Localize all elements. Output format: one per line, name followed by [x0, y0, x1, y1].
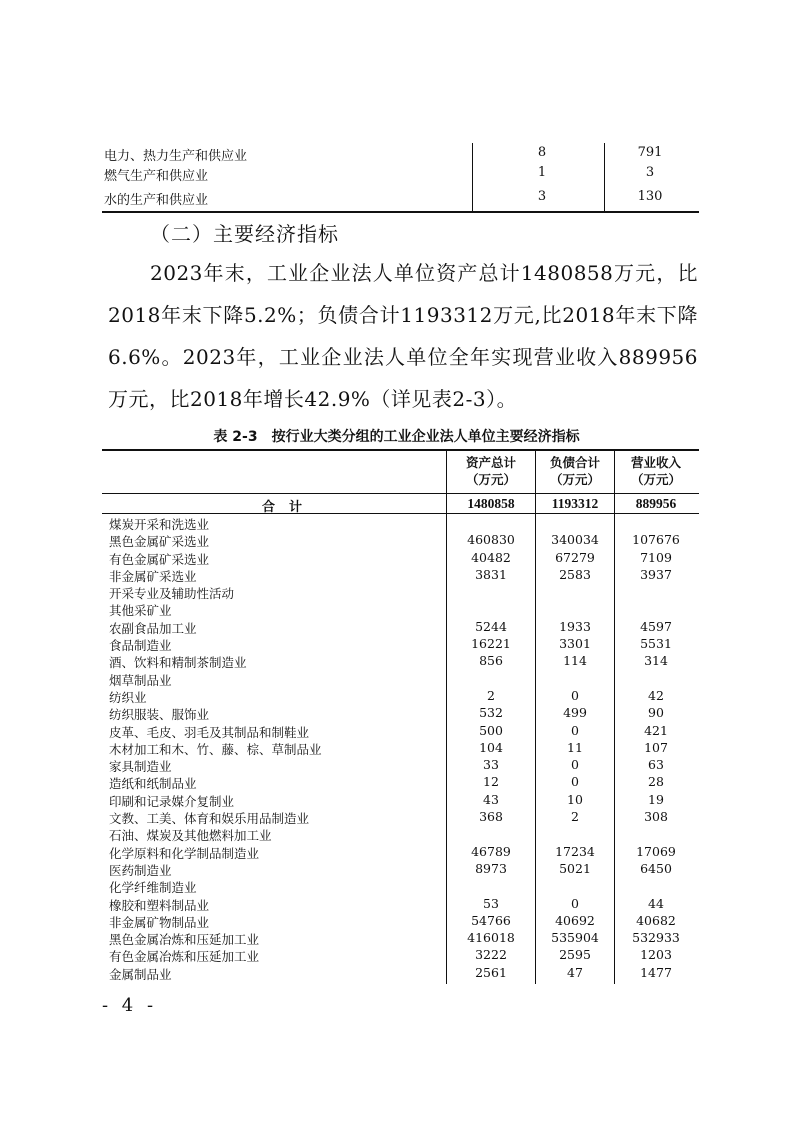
- row-assets: 3831: [475, 566, 507, 582]
- table-row: [102, 913, 699, 930]
- table-divider: [604, 143, 605, 211]
- row-employees: 3: [645, 165, 655, 180]
- row-revenue: 3937: [640, 566, 672, 582]
- row-label: 燃气生产和供应业: [104, 169, 209, 184]
- table-top-rule: [102, 449, 699, 451]
- table-row: [102, 844, 699, 861]
- row-liabilities: 47: [567, 964, 583, 980]
- row-count: 1: [537, 165, 547, 180]
- row-revenue: 107676: [632, 532, 680, 548]
- row-liabilities: 40692: [555, 912, 595, 928]
- row-liabilities: 114: [563, 653, 587, 669]
- row-liabilities: 1933: [559, 618, 591, 634]
- row-liabilities: 17234: [555, 843, 595, 859]
- row-assets: 500: [479, 722, 503, 738]
- row-revenue: 421: [644, 722, 668, 738]
- table-row: [102, 636, 699, 653]
- row-revenue: 1203: [640, 947, 672, 963]
- row-label: 水的生产和供应业: [104, 193, 209, 208]
- row-label: 非金属矿采选业: [109, 568, 197, 584]
- row-assets: 532: [479, 705, 503, 721]
- row-liabilities: 3301: [559, 636, 591, 652]
- row-label: 金属制品业: [109, 966, 172, 982]
- row-label: 纺织服装、服饰业: [109, 707, 210, 723]
- total-rule: [102, 513, 699, 514]
- table-row: [102, 567, 699, 584]
- table-row: [102, 930, 699, 947]
- row-assets: 368: [479, 809, 503, 825]
- row-label: 开采专业及辅助性活动: [109, 586, 235, 602]
- row-label: 有色金属冶炼和压延加工业: [109, 949, 260, 965]
- table-row: [102, 965, 699, 982]
- row-revenue: 308: [644, 809, 668, 825]
- row-assets: 856: [479, 653, 503, 669]
- row-revenue: 28: [648, 774, 664, 790]
- row-revenue: 7109: [640, 549, 672, 565]
- row-label: 化学原料和化学制品制造业: [109, 845, 260, 861]
- row-assets: 16221: [471, 636, 511, 652]
- row-liabilities: 0: [571, 757, 579, 773]
- row-count: 8: [537, 145, 547, 160]
- row-assets: 2: [487, 687, 495, 703]
- total-liabilities: 1193312: [551, 496, 599, 511]
- table-bottom-rule: [102, 211, 699, 213]
- row-employees: 130: [637, 189, 663, 204]
- row-label: 烟草制品业: [109, 672, 172, 688]
- row-label: 酒、饮料和精制茶制造业: [109, 655, 247, 671]
- table-row: [102, 143, 698, 163]
- row-liabilities: 2: [571, 809, 579, 825]
- row-label: 化学纤维制造业: [109, 880, 197, 896]
- row-assets: 5244: [475, 618, 507, 634]
- table-row: [102, 671, 699, 688]
- row-assets: 416018: [467, 930, 515, 946]
- row-liabilities: 0: [571, 774, 579, 790]
- row-liabilities: 11: [567, 739, 583, 755]
- table-row: [102, 532, 699, 549]
- row-assets: 43: [483, 791, 499, 807]
- row-label: 橡胶和塑料制品业: [109, 897, 210, 913]
- table-row: [102, 723, 699, 740]
- total-assets: 1480858: [467, 496, 515, 511]
- body-paragraph: 2023年末，工业企业法人单位资产总计1480858万元，比2018年末下降5.2%；负债合计1193312万元,比2018年末下降6.6%。2023年，工业企业法人单位全年实现营业收入889956万元，比2018年增长42.9%（详见表2-3）。: [108, 261, 698, 411]
- total-row: [102, 496, 699, 513]
- row-assets: 8973: [475, 860, 507, 876]
- table-row: [102, 809, 699, 826]
- row-label: 食品制造业: [109, 638, 172, 654]
- row-label: 造纸和纸制品业: [109, 776, 197, 792]
- table-row: [102, 896, 699, 913]
- row-count: 3: [537, 189, 547, 204]
- row-assets: 3222: [475, 947, 507, 963]
- row-revenue: 1477: [640, 964, 672, 980]
- table-row: [102, 947, 699, 964]
- row-label: 电力、热力生产和供应业: [104, 149, 248, 164]
- row-label: 农副食品加工业: [109, 620, 197, 636]
- row-liabilities: 5021: [559, 860, 591, 876]
- row-label: 纺织业: [109, 689, 147, 705]
- row-label: 家具制造业: [109, 759, 172, 775]
- page-number: - 4 -: [102, 995, 158, 1016]
- header-assets: [458, 454, 524, 488]
- table-row: [102, 774, 699, 791]
- row-label: 印刷和记录媒介复制业: [109, 793, 235, 809]
- section-heading: （二）主要经济指标: [150, 222, 339, 246]
- row-label: 其他采矿业: [109, 603, 172, 619]
- header-liabilities: [542, 454, 608, 488]
- table-row: [102, 187, 698, 207]
- row-label: 黑色金属矿采选业: [109, 534, 210, 550]
- table-row: [102, 792, 699, 809]
- row-label: 医药制造业: [109, 862, 172, 878]
- table-row: [102, 861, 699, 878]
- row-liabilities: 10: [567, 791, 583, 807]
- header-revenue-unit: （万元）: [630, 472, 681, 487]
- row-revenue: 19: [648, 791, 664, 807]
- row-revenue: 532933: [632, 930, 680, 946]
- table-row: [102, 688, 699, 705]
- table-row: [102, 653, 699, 670]
- row-revenue: 40682: [636, 912, 676, 928]
- row-liabilities: 499: [563, 705, 587, 721]
- header-revenue: [623, 454, 689, 488]
- table-title: 表 2-3 按行业大类分组的工业企业法人单位主要经济指标: [213, 429, 580, 445]
- row-assets: 460830: [467, 532, 515, 548]
- row-revenue: 90: [648, 705, 664, 721]
- total-revenue: 889956: [635, 496, 677, 511]
- row-assets: 33: [483, 757, 499, 773]
- row-revenue: 44: [648, 895, 664, 911]
- header-revenue-title: 营业收入: [630, 455, 681, 470]
- row-revenue: 63: [648, 757, 664, 773]
- table-row: [102, 878, 699, 895]
- header-assets-title: 资产总计: [465, 455, 516, 470]
- row-liabilities: 2583: [559, 566, 591, 582]
- header-assets-unit: （万元）: [465, 472, 516, 487]
- row-revenue: 4597: [640, 618, 672, 634]
- table-row: [102, 740, 699, 757]
- table-row: [102, 826, 699, 843]
- row-assets: 104: [479, 739, 503, 755]
- row-label: 有色金属矿采选业: [109, 551, 210, 567]
- row-assets: 12: [483, 774, 499, 790]
- table-row: [102, 601, 699, 618]
- table-body: [102, 515, 699, 982]
- row-revenue: 6450: [640, 860, 672, 876]
- row-liabilities: 535904: [551, 930, 599, 946]
- table-row: [102, 163, 698, 183]
- row-revenue: 17069: [636, 843, 676, 859]
- header-liabilities-title: 负债合计: [549, 455, 600, 470]
- table-divider: [472, 143, 473, 211]
- row-assets: 46789: [471, 843, 511, 859]
- table-row: [102, 757, 699, 774]
- row-label: 石油、煤炭及其他燃料加工业: [109, 828, 272, 844]
- total-label: 合计: [262, 500, 317, 515]
- row-revenue: 5531: [640, 636, 672, 652]
- row-revenue: 107: [644, 739, 668, 755]
- table-row: [102, 515, 699, 532]
- row-label: 煤炭开采和洗选业: [109, 517, 210, 532]
- row-label: 木材加工和木、竹、藤、棕、草制品业: [109, 741, 322, 757]
- row-assets: 53: [483, 895, 499, 911]
- row-label: 皮革、毛皮、羽毛及其制品和制鞋业: [109, 724, 310, 740]
- row-revenue: 314: [644, 653, 668, 669]
- row-liabilities: 0: [571, 722, 579, 738]
- row-liabilities: 2595: [559, 947, 591, 963]
- table-row: [102, 619, 699, 636]
- row-assets: 54766: [471, 912, 511, 928]
- row-assets: 40482: [471, 549, 511, 565]
- row-liabilities: 0: [571, 895, 579, 911]
- row-liabilities: 67279: [555, 549, 595, 565]
- row-employees: 791: [637, 145, 663, 160]
- row-assets: 2561: [475, 964, 507, 980]
- row-label: 文教、工美、体育和娱乐用品制造业: [109, 811, 310, 827]
- table-row: [102, 584, 699, 601]
- row-label: 黑色金属冶炼和压延加工业: [109, 932, 260, 948]
- row-liabilities: 0: [571, 687, 579, 703]
- table-row: [102, 705, 699, 722]
- header-liabilities-unit: （万元）: [549, 472, 600, 487]
- header-rule: [102, 493, 699, 494]
- row-revenue: 42: [648, 687, 664, 703]
- row-liabilities: 340034: [551, 532, 599, 548]
- row-label: 非金属矿物制品业: [109, 914, 210, 930]
- table-row: [102, 550, 699, 567]
